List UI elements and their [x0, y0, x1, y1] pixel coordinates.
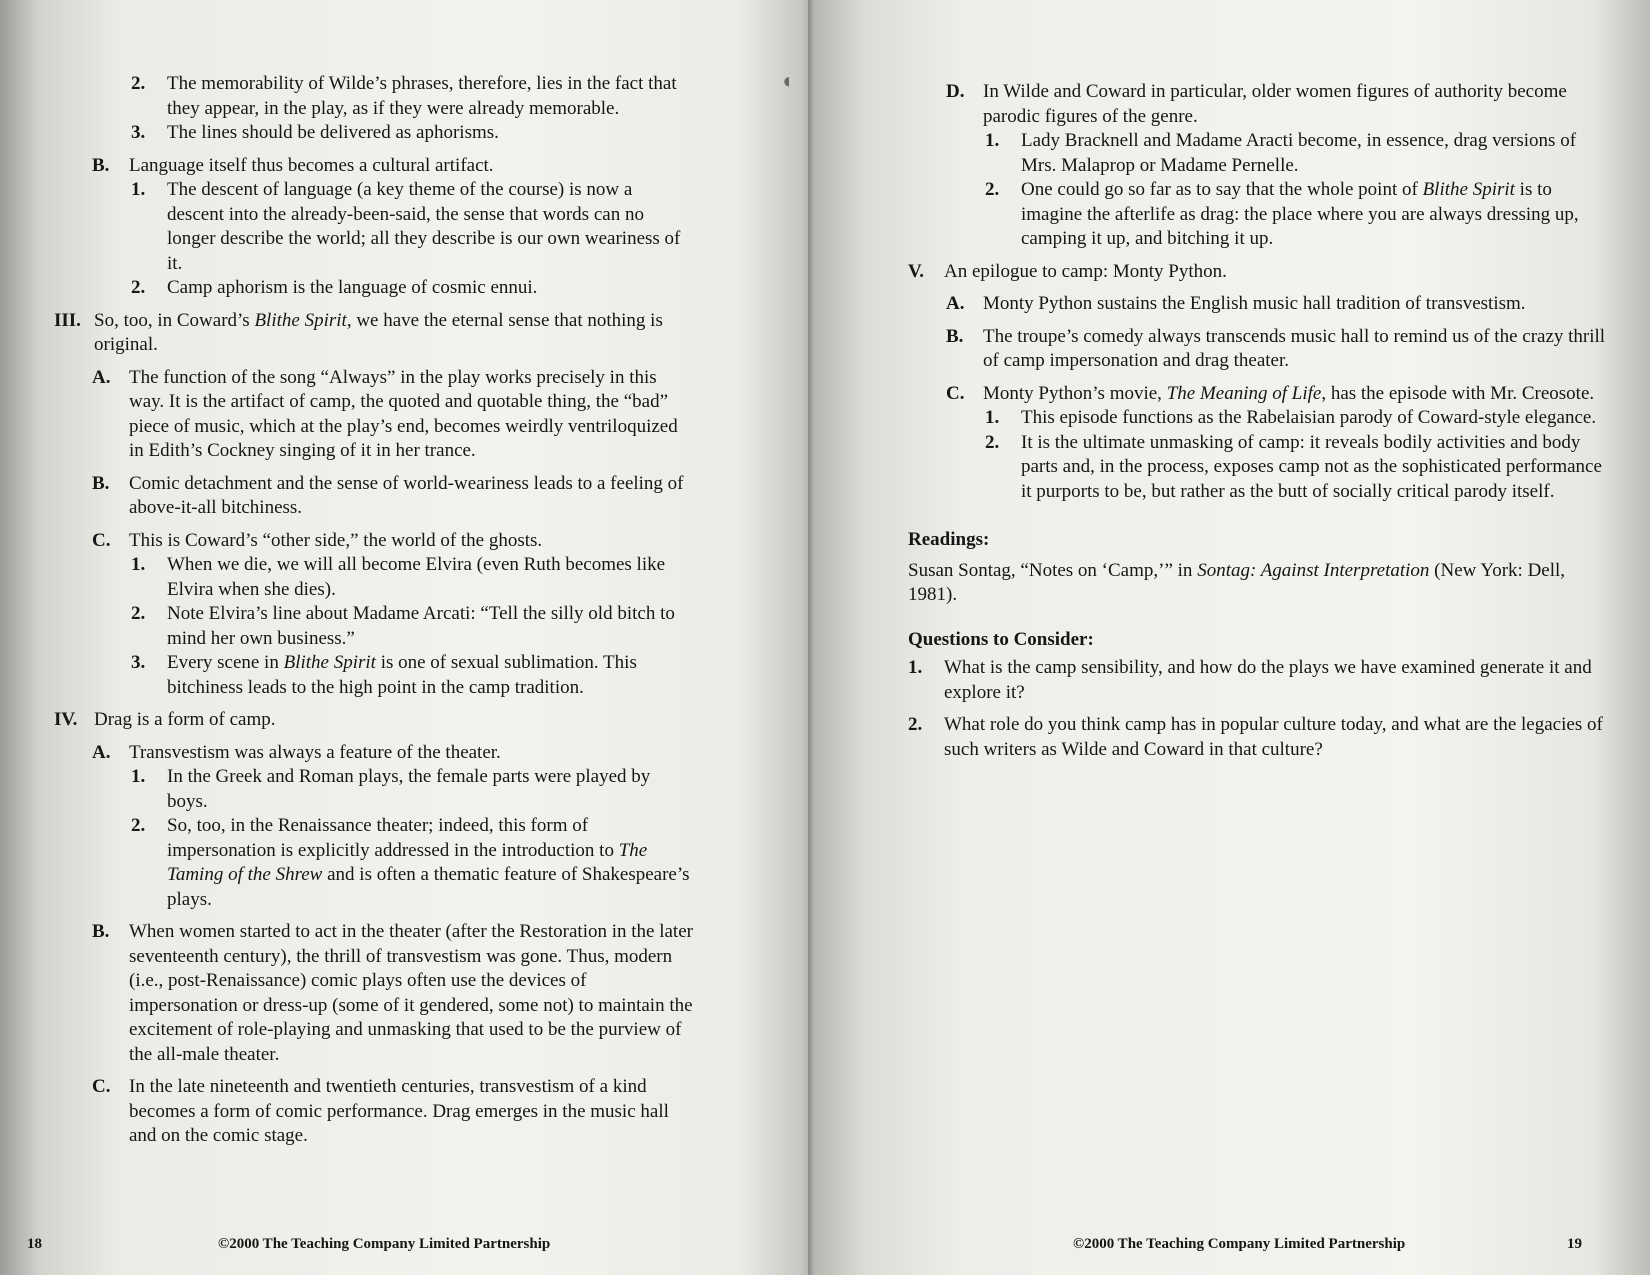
- item-text: Comic detachment and the sense of world-weariness leads to a feeling of above-it-all bitchiness.: [129, 472, 684, 518]
- page-footer: ©2000 The Teaching Company Limited Partnership: [1073, 1236, 1406, 1252]
- outline-item: [54, 553, 694, 602]
- item-text: One could go so far as to say that the whole point of: [1021, 179, 1423, 200]
- item-text: When we die, we will all become Elvira (even Ruth becomes like Elvira when she dies).: [167, 554, 666, 600]
- item-marker: C.: [946, 382, 965, 404]
- item-text: Note Elvira’s line about Madame Arcati: “Tell the silly old bitch to mind her own business.”: [167, 603, 675, 649]
- outline-item: [54, 814, 694, 912]
- item-text: , we have the eternal sense that nothing is original.: [94, 309, 663, 355]
- citation-text: (New York: Dell, 1981).: [908, 559, 1566, 605]
- play-title: Blithe Spirit: [1422, 179, 1515, 200]
- item-text: This episode functions as the Rabelaisian parody of Coward-style elegance.: [1021, 407, 1597, 428]
- outline-item: [54, 1075, 694, 1149]
- item-text: An epilogue to camp: Monty Python.: [944, 260, 1227, 282]
- question-item: [908, 713, 1608, 762]
- page-speck: ◖: [780, 68, 794, 93]
- item-marker: B.: [92, 154, 110, 176]
- item-marker: 1.: [908, 657, 923, 678]
- item-marker: 2.: [908, 714, 923, 735]
- item-marker: 1.: [131, 554, 146, 575]
- item-text: What role do you think camp has in popular culture today, and what are the legacies of such writers as Wilde and Coward in that culture?: [944, 714, 1603, 760]
- outline-item: [908, 80, 1608, 129]
- outline-item: [54, 154, 694, 179]
- item-text: Transvestism was always a feature of the theater.: [129, 741, 501, 763]
- item-marker: D.: [946, 81, 965, 102]
- item-text: Lady Bracknell and Madame Aracti become, in essence, drag versions of Mrs. Malaprop or Madame Pernelle.: [1021, 130, 1577, 176]
- item-text: Drag is a form of camp.: [94, 709, 276, 730]
- item-text: The memorability of Wilde’s phrases, therefore, lies in the fact that they appear, in the play, as if they were already memorable.: [167, 73, 677, 119]
- film-title: The Meaning of Life: [1166, 382, 1322, 404]
- outline-item: [908, 406, 1608, 431]
- outline-item: [54, 276, 694, 301]
- outline-item: [54, 602, 694, 651]
- outline-item: [54, 920, 694, 1067]
- readings-heading: Readings:: [908, 529, 990, 550]
- outline-item: [54, 651, 694, 700]
- citation-text: Susan Sontag, “Notes on ‘Camp,’” in: [908, 559, 1198, 581]
- item-text: is one of sexual sublimation. This bitchiness leads to the high point in the camp tradition.: [167, 652, 637, 698]
- item-text: This is Coward’s “other side,” the world of the ghosts.: [129, 529, 543, 551]
- outline-item: [908, 178, 1608, 252]
- outline-item: [54, 708, 694, 733]
- item-marker: B.: [946, 325, 964, 347]
- item-text: In the Greek and Roman plays, the female parts were played by boys.: [167, 766, 651, 812]
- item-marker: 2.: [131, 603, 146, 624]
- item-text: The troupe’s comedy always transcends music hall to remind us of the crazy thrill of camp impersonation and drag theater.: [983, 325, 1606, 371]
- outline-item: [54, 765, 694, 814]
- item-text: The lines should be delivered as aphorisms.: [167, 122, 499, 143]
- item-marker: C.: [92, 529, 111, 551]
- left-page-outline: [54, 72, 694, 1149]
- item-marker: III.: [54, 309, 81, 331]
- item-marker: A.: [92, 741, 111, 763]
- outline-item: [54, 72, 694, 121]
- item-text: When women started to act in the theater (after the Restoration in the later seventeenth century), the thrill of transvestism was gone. Thus, modern (i.e., post-Renaissance) comic plays often use the devices of impersonation or dress-up (some of it gendered, some not) to maintain the excitement of role-playing and unmasking that used to be the purview of the all-male theater.: [129, 921, 693, 1065]
- item-marker: 2.: [985, 431, 1000, 453]
- outline-item: [54, 366, 694, 464]
- outline-item: [54, 309, 694, 358]
- item-marker: 1.: [131, 766, 146, 787]
- outline-item: [54, 472, 694, 521]
- outline-item: [54, 178, 694, 276]
- right-page: [815, 0, 1650, 1275]
- item-text: Every scene in: [167, 652, 284, 673]
- item-marker: 3.: [131, 122, 146, 143]
- outline-item: [54, 529, 694, 554]
- page-number: 18: [27, 1236, 42, 1252]
- item-text: and is often a thematic feature of Shakespeare’s plays.: [167, 864, 690, 910]
- item-marker: C.: [92, 1076, 111, 1097]
- item-text: Camp aphorism is the language of cosmic ennui.: [167, 277, 538, 298]
- item-text: The descent of language (a key theme of the course) is now a descent into the already-been-said, the sense that words can no longer describe the world; all they describe is our own weariness of it.: [167, 179, 681, 274]
- item-text: In the late nineteenth and twentieth centuries, transvestism of a kind becomes a form of comic performance. Drag emerges in the music hall and on the comic stage.: [129, 1076, 669, 1146]
- item-marker: 1.: [985, 407, 1000, 428]
- item-text: Language itself thus becomes a cultural artifact.: [129, 154, 494, 176]
- outline-item: [54, 121, 694, 146]
- play-title: Blithe Spirit: [283, 652, 376, 673]
- item-text: So, too, in the Renaissance theater; indeed, this form of impersonation is explicitly addressed in the introduction to: [167, 815, 619, 861]
- left-page: [0, 0, 815, 1275]
- item-marker: IV.: [54, 709, 78, 730]
- item-marker: 1.: [131, 179, 146, 200]
- outline-item: [908, 129, 1608, 178]
- outline-item: [908, 325, 1608, 374]
- item-marker: 2.: [131, 277, 146, 298]
- item-text: What is the camp sensibility, and how do the plays we have examined generate it and explore it?: [944, 657, 1592, 703]
- item-text: , has the episode with Mr. Creosote.: [1321, 382, 1595, 404]
- play-title: Blithe Spirit: [254, 309, 347, 331]
- item-text: So, too, in Coward’s: [94, 309, 255, 331]
- item-marker: A.: [92, 366, 111, 388]
- questions-heading: Questions to Consider:: [908, 628, 1094, 650]
- outline-item: [54, 741, 694, 766]
- outline-item: [908, 292, 1608, 317]
- outline-item: [908, 382, 1608, 407]
- item-marker: 1.: [985, 130, 1000, 151]
- item-marker: 2.: [131, 73, 146, 94]
- item-marker: 2.: [131, 815, 146, 836]
- item-marker: B.: [92, 921, 110, 942]
- outline-item: [908, 260, 1608, 285]
- item-marker: V.: [908, 260, 925, 282]
- outline-item: [908, 431, 1608, 505]
- item-text: It is the ultimate unmasking of camp: it reveals bodily activities and body parts and, in the process, exposes camp not as the sophisticated performance it purports to be, but rather as the butt of socially critical parody itself.: [1021, 431, 1602, 502]
- reading-citation: [908, 559, 1608, 608]
- item-text: The function of the song “Always” in the play works precisely in this way. It is the artifact of camp, the quoted and quotable thing, the “bad” piece of music, which at the play’s end, becomes weirdly ventriloquized in Edith’s Cockney singing of it in her trance.: [129, 366, 678, 461]
- item-marker: 3.: [131, 652, 146, 673]
- page-number: 19: [1567, 1236, 1582, 1252]
- item-text: Monty Python’s movie,: [983, 382, 1167, 404]
- item-text: is to imagine the afterlife as drag: the place where you are always dressing up, camping it up, and bitching it up.: [1021, 179, 1579, 249]
- item-marker: B.: [92, 472, 110, 494]
- page-footer: ©2000 The Teaching Company Limited Partnership: [218, 1236, 551, 1252]
- item-text: Monty Python sustains the English music hall tradition of transvestism.: [983, 293, 1526, 314]
- play-title: The Taming of the Shrew: [167, 839, 648, 885]
- book-title: Sontag: Against Interpretation: [1197, 559, 1430, 581]
- item-marker: 2.: [985, 179, 1000, 200]
- right-page-outline: [908, 80, 1608, 762]
- item-marker: A.: [946, 293, 965, 314]
- question-item: [908, 656, 1608, 705]
- item-text: In Wilde and Coward in particular, older women figures of authority become parodic figures of the genre.: [983, 81, 1567, 127]
